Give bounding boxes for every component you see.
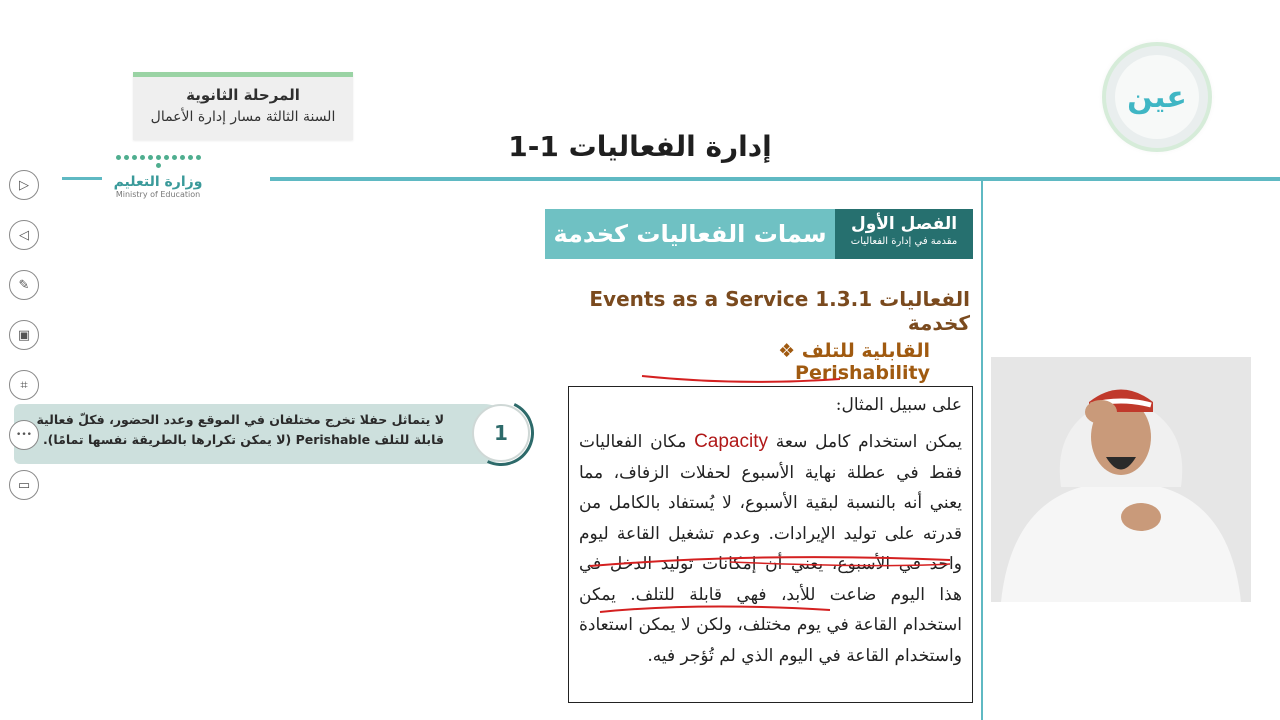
stage-label: المرحلة الثانوية: [186, 86, 300, 104]
previous-icon: ◁: [19, 227, 29, 243]
example-text-rest: مكان الفعاليات فقط في عطلة نهاية الأسبوع لحفلات الزفاف، مما يعني أنه بالنسبة لبقية الأسبوع، لا يُستفاد بالكامل من قدرته على توليد الإيرادات. وعدم تشغيل القاعة ليوم واحد في الأسبوع، يعني أن إمكانات توليد الدخل في هذا اليوم ضاعت للأبد، فهي قابلة للتلف. يمكن استخدام القاعة في يوم مختلف، ولكن لا يمكن استعادة واستخدام القاعة في اليوم الذي لم تُؤجر فيه.: [579, 432, 962, 666]
screen-icon: ▭: [17, 477, 31, 493]
note-number: 1: [472, 404, 530, 462]
chapter-label-box: [835, 209, 973, 259]
ministry-logo: [108, 155, 208, 225]
ministry-name-en: Ministry of Education: [115, 190, 201, 199]
previous-button[interactable]: [9, 220, 39, 250]
chapter-label: الفصل الأول: [850, 214, 958, 234]
pen-icon: ✎: [18, 277, 30, 293]
section-heading: Events as a Service 1.3.1 الفعاليات كخدمة: [589, 287, 970, 335]
layout-icon: ▣: [17, 327, 31, 343]
red-underline-annotation: [640, 370, 850, 384]
note-line-1: لا يتماثل حفلا تخرج مختلفان في الموقع وعدد الحضور، فكلّ فعالية: [36, 412, 444, 427]
next-button[interactable]: [9, 170, 39, 200]
chapter-sub: مقدمة في إدارة الفعاليات: [850, 236, 958, 247]
ministry-dots-icon: [113, 155, 203, 168]
page-title: إدارة الفعاليات 1-1: [508, 130, 772, 163]
chapter-title: سمات الفعاليات كخدمة: [545, 209, 835, 259]
red-pen-annotations: [580, 540, 960, 640]
capacity-term: Capacity: [694, 431, 768, 452]
pen-button[interactable]: [9, 270, 39, 300]
more-icon: •••: [16, 430, 32, 440]
screen-button[interactable]: [9, 470, 39, 500]
ein-logo-text: عين: [1115, 55, 1199, 139]
board-icon: ⌗: [20, 377, 28, 393]
content-divider: [981, 181, 983, 720]
sign-interpreter-video: [991, 357, 1251, 602]
board-button[interactable]: [9, 370, 39, 400]
note-bubble: [14, 404, 514, 464]
layout-button[interactable]: [9, 320, 39, 350]
header-line-left: [62, 177, 102, 180]
example-text-start: يمكن استخدام كامل سعة: [775, 432, 962, 452]
more-button[interactable]: [9, 420, 39, 450]
note-line-2: قابلة للتلف Perishable (لا يمكن تكرارها بالطريقة نفسها تمامًا).: [42, 432, 444, 447]
stage-card: [133, 72, 353, 140]
ein-logo: [1106, 46, 1208, 148]
example-label: على سبيل المثال:: [835, 395, 962, 415]
next-icon: ▷: [19, 177, 29, 193]
header-line: [270, 177, 1280, 181]
track-label: السنة الثالثة مسار إدارة الأعمال: [150, 109, 336, 125]
section-subheading: ❖ القابلية للتلف Perishability: [778, 340, 930, 384]
chapter-banner: [545, 209, 973, 259]
ministry-name-ar: وزارة التعليم: [113, 174, 203, 190]
interpreter-figure-icon: [991, 357, 1251, 602]
